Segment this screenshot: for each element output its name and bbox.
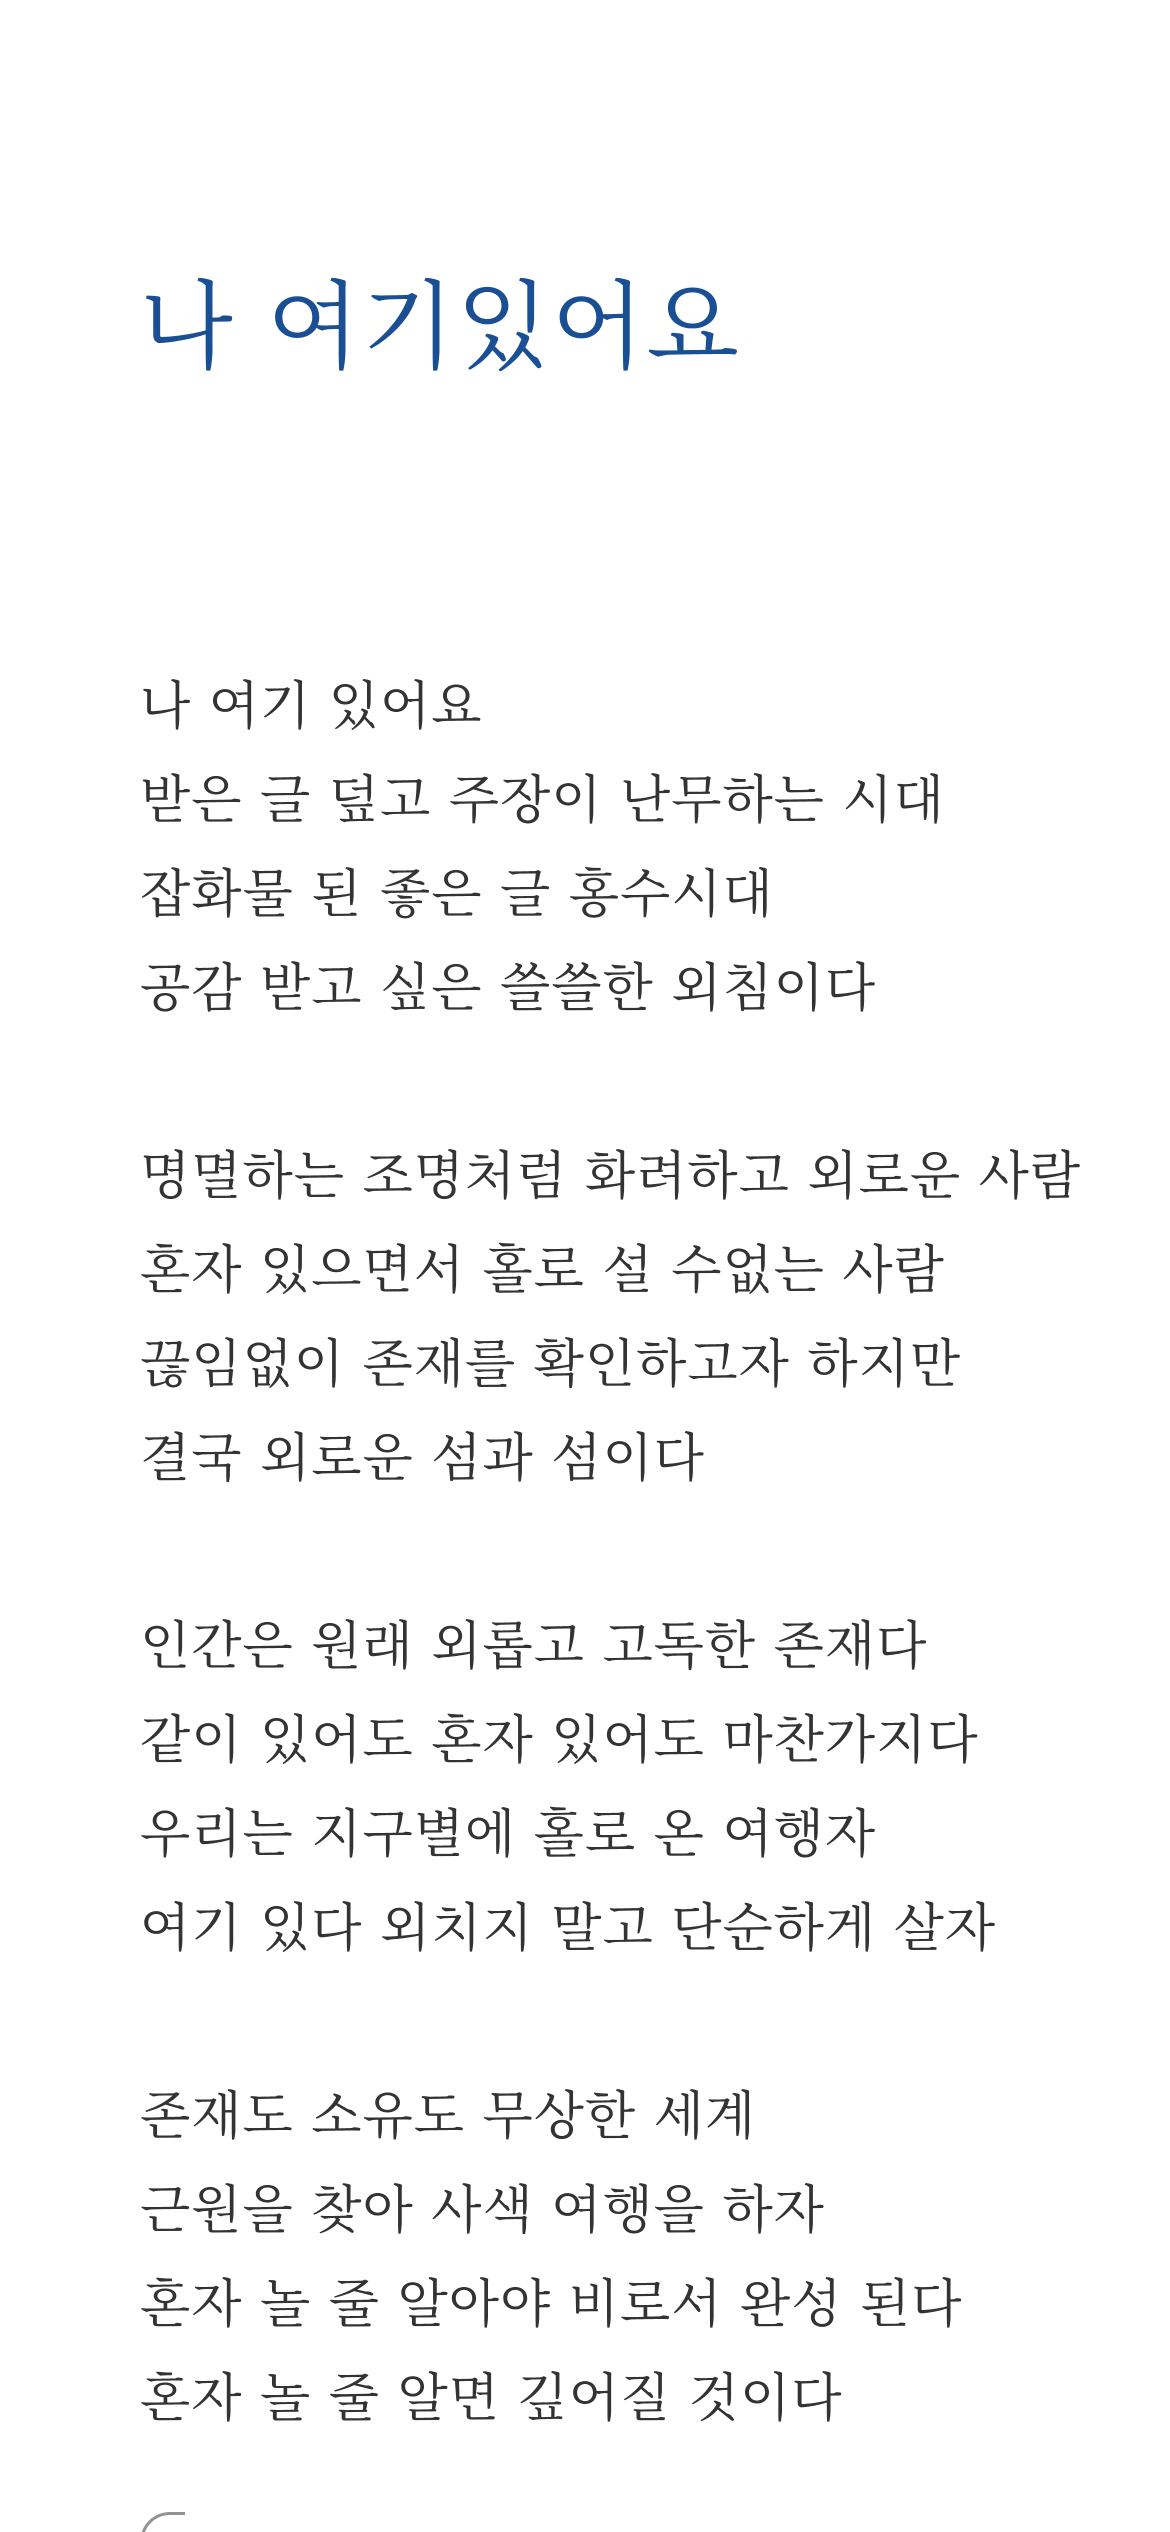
poem-line: 근원을 찾아 사색 여행을 하자 (140, 2181, 825, 2241)
poem-line: 결국 외로운 섬과 섬이다 (140, 1429, 705, 1489)
poem-line: 끊임없이 존재를 확인하고자 하지만 (140, 1335, 962, 1395)
stanza-1 (140, 660, 1140, 1036)
poem-title: 나 여기있어요 (140, 271, 741, 383)
poem-line: 인간은 원래 외롭고 고독한 존재다 (140, 1617, 928, 1677)
poem-line: 받은 글 덮고 주장이 난무하는 시대 (140, 771, 945, 831)
poem-line: 혼자 있으면서 홀로 설 수없는 사람 (140, 1241, 945, 1301)
poem-line: 우리는 지구별에 홀로 온 여행자 (140, 1805, 877, 1865)
poem-line: 여기 있다 외치지 말고 단순하게 살자 (140, 1899, 997, 1959)
poem-line: 잡화물 된 좋은 글 홍수시대 (140, 865, 774, 925)
poem-line: 혼자 놀 줄 알면 깊어질 것이다 (140, 2369, 843, 2429)
stanza-3 (140, 1600, 1140, 1976)
poem-line: 존재도 소유도 무상한 세계 (140, 2087, 757, 2147)
stanza-4 (140, 2070, 1140, 2446)
poem-line: 나 여기 있어요 (140, 677, 483, 737)
poem-line: 명멸하는 조명처럼 화려하고 외로운 사람 (140, 1147, 1082, 1207)
stanza-2 (140, 1130, 1140, 1506)
poem-body (140, 660, 1140, 2532)
poem-line: 같이 있어도 혼자 있어도 마찬가지다 (140, 1711, 979, 1771)
poem-line: 공감 받고 싶은 쓸쓸한 외침이다 (140, 959, 877, 1019)
poem-line: 혼자 놀 줄 알아야 비로서 완성 된다 (140, 2275, 963, 2335)
